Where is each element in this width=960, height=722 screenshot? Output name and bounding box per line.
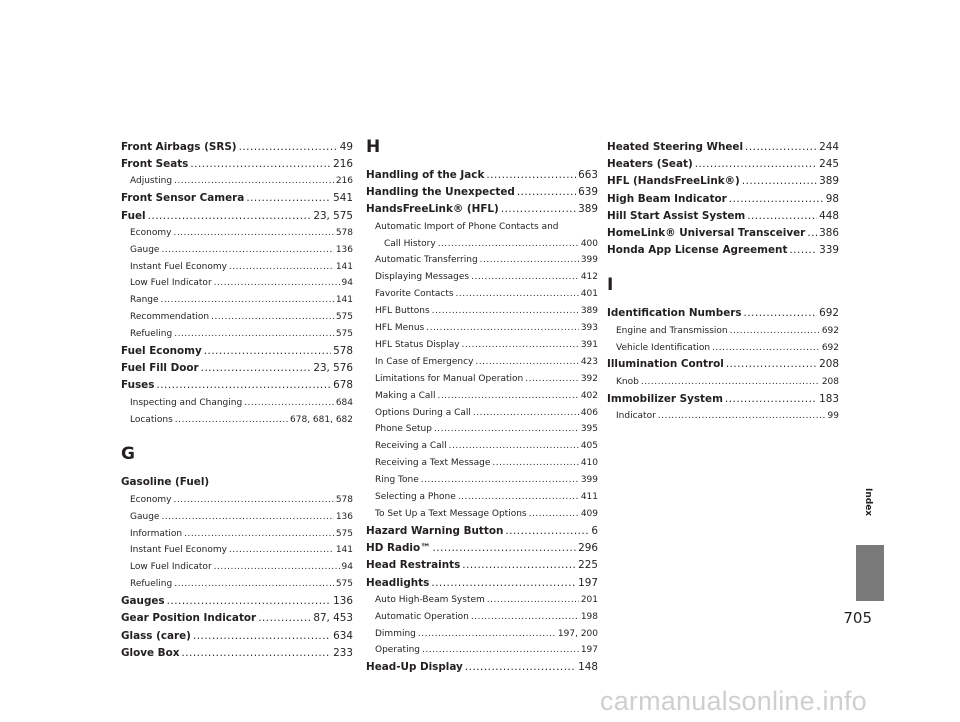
entry-label: Gear Position Indicator — [121, 612, 257, 625]
index-subentry-ring-tone[interactable] — [366, 472, 598, 489]
entry-page-reference[interactable]: 201 — [580, 594, 598, 605]
index-entry-head-up-display[interactable] — [366, 659, 598, 676]
entry-page-reference[interactable]: 198 — [580, 611, 598, 622]
entry-label: Handling the Unexpected — [366, 186, 515, 199]
dot-leader — [244, 395, 334, 412]
entry-label: Immobilizer System — [607, 392, 723, 405]
entry-label: HFL Status Display — [375, 339, 460, 350]
entry-label: Indicator — [616, 410, 656, 421]
index-entry-identification-numbers[interactable] — [607, 305, 839, 322]
entry-page-reference[interactable]: 386 — [819, 227, 839, 240]
entry-page-reference[interactable]: 400 — [580, 238, 598, 249]
entry-page-reference[interactable]: 23, 576 — [313, 362, 353, 375]
dot-leader — [517, 184, 576, 201]
dot-leader — [201, 360, 312, 377]
dot-leader — [229, 542, 334, 559]
entry-page-reference[interactable]: 208 — [821, 376, 839, 387]
index-subentry-gauge[interactable] — [121, 509, 353, 526]
entry-page-reference[interactable]: 575 — [335, 329, 353, 340]
entry-label: Options During a Call — [375, 407, 471, 418]
entry-page-reference[interactable]: 389 — [578, 203, 598, 216]
entry-label: HomeLink® Universal Transceiver — [607, 227, 806, 240]
index-entry-front-seats[interactable] — [121, 156, 353, 173]
dot-leader — [505, 523, 589, 540]
entry-label: Locations — [130, 414, 173, 425]
dot-leader — [807, 225, 817, 242]
entry-label: Illumination Control — [607, 358, 724, 371]
index-subentry-phone-setup[interactable] — [366, 421, 598, 438]
entry-page-reference[interactable]: 634 — [333, 629, 353, 642]
index-entry-hfl-handsfreelink[interactable] — [607, 173, 839, 190]
dot-leader — [641, 374, 820, 391]
index-subentry-instant-fuel-economy[interactable] — [121, 259, 353, 276]
index-subentry-economy[interactable] — [121, 492, 353, 509]
dot-leader — [480, 252, 579, 269]
entry-label: Automatic Import of Phone Contacts and — [375, 221, 559, 232]
entry-label: Auto High-Beam System — [375, 594, 485, 605]
entry-page-reference[interactable]: 245 — [819, 158, 839, 171]
entry-page-reference[interactable]: 575 — [335, 579, 353, 590]
entry-page-reference[interactable]: 395 — [580, 424, 598, 435]
dot-leader — [456, 286, 579, 303]
dot-leader — [742, 173, 817, 190]
dot-leader — [193, 628, 331, 645]
section-tab-label: Index — [863, 487, 873, 517]
index-entry-handling-the-unexpected[interactable] — [366, 184, 598, 201]
dot-leader — [426, 320, 579, 337]
entry-page-reference[interactable]: 197, 200 — [557, 628, 598, 639]
index-subentry-auto-high-beam-system[interactable] — [366, 592, 598, 609]
entry-page-reference[interactable]: 401 — [580, 289, 598, 300]
index-entry-headlights[interactable] — [366, 575, 598, 592]
dot-leader — [471, 609, 579, 626]
dot-leader — [462, 557, 576, 574]
entry-page-reference[interactable]: 389 — [819, 175, 839, 188]
entry-label: Range — [130, 295, 159, 306]
dot-leader — [431, 575, 576, 592]
dot-leader — [161, 509, 333, 526]
entry-page-reference[interactable]: 216 — [333, 158, 353, 171]
index-entry-gauges[interactable] — [121, 593, 353, 610]
entry-page-reference[interactable]: 423 — [580, 356, 598, 367]
entry-label: Headlights — [366, 576, 430, 589]
index-subentry-low-fuel-indicator[interactable] — [121, 275, 353, 292]
index-subentry-inspecting-and-changing[interactable] — [121, 395, 353, 412]
dot-leader — [475, 354, 578, 371]
dot-leader — [730, 323, 820, 340]
dot-leader — [529, 506, 579, 523]
index-entry-head-restraints[interactable] — [366, 557, 598, 574]
entry-page-reference[interactable]: 99 — [827, 410, 839, 421]
entry-label: Glass (care) — [121, 629, 191, 642]
entry-label: Identification Numbers — [607, 307, 742, 320]
index-subentry-options-during-a-call[interactable] — [366, 405, 598, 422]
entry-page-reference[interactable]: 136 — [333, 595, 353, 608]
entry-label: Automatic Operation — [375, 611, 469, 622]
entry-label: High Beam Indicator — [607, 192, 727, 205]
index-subentry-selecting-a-phone[interactable] — [366, 489, 598, 506]
entry-page-reference[interactable]: 578 — [335, 494, 353, 505]
index-subentry-favorite-contacts[interactable] — [366, 286, 598, 303]
entry-label: Engine and Transmission — [616, 325, 728, 336]
index-entry-immobilizer-system[interactable] — [607, 391, 839, 408]
dot-leader — [471, 269, 579, 286]
entry-label: Handling of the Jack — [366, 169, 485, 181]
entry-page-reference[interactable]: 197 — [578, 576, 598, 589]
index-entry-front-airbags-srs[interactable] — [121, 139, 353, 156]
entry-label: Front Seats — [121, 158, 189, 171]
entry-page-reference[interactable]: 692 — [819, 307, 839, 320]
index-entry-fuel-fill-door[interactable] — [121, 360, 353, 377]
entry-label: Instant Fuel Economy — [130, 261, 227, 272]
entry-label: HFL (HandsFreeLink®) — [607, 175, 740, 188]
index-subentry-receiving-a-call[interactable] — [366, 438, 598, 455]
entry-label: Receiving a Text Message — [375, 458, 491, 469]
entry-label: Selecting a Phone — [375, 492, 456, 503]
dot-leader — [214, 275, 340, 292]
dot-leader — [229, 259, 334, 276]
index-subentry-information[interactable] — [121, 526, 353, 543]
entry-label: Hazard Warning Button — [366, 524, 504, 537]
dot-leader — [174, 576, 334, 593]
entry-page-reference[interactable]: 392 — [580, 373, 598, 384]
entry-label: Ring Tone — [375, 475, 419, 486]
index-letter-heading: G — [121, 444, 135, 465]
entry-label: Gauge — [130, 511, 160, 522]
entry-page-reference[interactable]: 663 — [578, 169, 598, 181]
entry-page-reference[interactable]: 98 — [825, 192, 839, 205]
entry-page-reference[interactable]: 136 — [335, 244, 353, 255]
dot-leader — [437, 388, 578, 405]
entry-label: Receiving a Call — [375, 441, 447, 452]
index-subentry-refueling[interactable] — [121, 326, 353, 343]
entry-page-reference[interactable]: 405 — [580, 441, 598, 452]
index-subentry-hfl-status-display[interactable] — [366, 337, 598, 354]
dot-leader — [174, 173, 334, 190]
index-subentry-instant-fuel-economy[interactable] — [121, 542, 353, 559]
dot-leader — [658, 408, 826, 425]
dot-leader — [156, 377, 331, 394]
index-subentry-automatic-operation[interactable] — [366, 609, 598, 626]
dot-leader — [789, 242, 817, 259]
dot-leader — [173, 225, 333, 242]
index-entry-fuel[interactable] — [121, 208, 353, 225]
entry-page-reference[interactable]: 402 — [580, 390, 598, 401]
index-subentry-hfl-buttons[interactable] — [366, 303, 598, 320]
entry-label: Displaying Messages — [375, 272, 470, 283]
dot-leader — [422, 642, 579, 659]
page-number: 705 — [843, 609, 872, 627]
entry-label: In Case of Emergency — [375, 356, 474, 367]
entry-label: Recommendation — [130, 312, 210, 323]
index-subentry-low-fuel-indicator[interactable] — [121, 559, 353, 576]
dot-leader — [729, 191, 824, 208]
index-subentry-refueling[interactable] — [121, 576, 353, 593]
dot-leader — [421, 472, 579, 489]
index-subentry-gauge[interactable] — [121, 242, 353, 259]
entry-page-reference[interactable]: 225 — [578, 559, 598, 572]
index-letter-heading: H — [366, 137, 381, 157]
dot-leader — [204, 343, 331, 360]
entry-page-reference[interactable]: 141 — [335, 261, 353, 272]
entry-label: Operating — [375, 645, 420, 656]
entry-page-reference[interactable]: 23, 575 — [313, 209, 353, 222]
entry-label: Limitations for Manual Operation — [375, 373, 524, 384]
entry-page-reference[interactable]: 692 — [821, 342, 839, 353]
index-entry-front-sensor-camera[interactable] — [121, 190, 353, 207]
dot-leader — [486, 167, 576, 184]
index-entry-honda-app-license-agreement[interactable] — [607, 242, 839, 259]
entry-page-reference[interactable]: 208 — [819, 358, 839, 371]
entry-label: Vehicle Identification — [616, 342, 711, 353]
entry-page-reference[interactable]: 541 — [333, 192, 353, 205]
entry-page-reference[interactable]: 339 — [819, 244, 839, 257]
entry-page-reference[interactable]: 399 — [580, 475, 598, 486]
dot-leader — [214, 559, 340, 576]
index-subentry-recommendation[interactable] — [121, 309, 353, 326]
entry-page-reference[interactable]: 575 — [335, 312, 353, 323]
index-entry-fuel-economy[interactable] — [121, 343, 353, 360]
entry-label: Dimming — [375, 628, 416, 639]
entry-label: Adjusting — [130, 176, 173, 187]
dot-leader — [712, 340, 820, 357]
dot-leader — [449, 438, 579, 455]
index-subentry-automatic-import-of-phone-contacts-and[interactable] — [366, 219, 598, 236]
dot-leader — [487, 592, 579, 609]
entry-page-reference[interactable]: 411 — [580, 492, 598, 503]
index-entry-handling-of-the-jack[interactable] — [366, 167, 598, 184]
index-entry-glove-box[interactable] — [121, 645, 353, 662]
dot-leader — [181, 645, 331, 662]
entry-label: Low Fuel Indicator — [130, 278, 212, 289]
index-entry-glass-care[interactable] — [121, 628, 353, 645]
entry-label: HFL Buttons — [375, 306, 430, 317]
watermark-text: carmanualsonline.info — [600, 686, 867, 716]
index-subentry-economy[interactable] — [121, 225, 353, 242]
dot-leader — [418, 626, 556, 643]
entry-label: Gauge — [130, 244, 160, 255]
index-entry-gasoline-fuel[interactable] — [121, 474, 353, 491]
entry-label: Instant Fuel Economy — [130, 545, 227, 556]
index-subentry-dimming[interactable] — [366, 626, 598, 643]
index-subentry-displaying-messages[interactable] — [366, 269, 598, 286]
index-entry-illumination-control[interactable] — [607, 356, 839, 373]
entry-label: Gasoline (Fuel) — [121, 476, 210, 489]
entry-page-reference[interactable]: 141 — [335, 545, 353, 556]
index-subentry-range[interactable] — [121, 292, 353, 309]
index-entry-hazard-warning-button[interactable] — [366, 523, 598, 540]
entry-label: Head-Up Display — [366, 661, 463, 674]
index-subentry-operating[interactable] — [366, 642, 598, 659]
entry-page-reference[interactable]: 216 — [335, 176, 353, 187]
index-subentry-receiving-a-text-message[interactable] — [366, 455, 598, 472]
dot-leader — [432, 303, 579, 320]
entry-label: Knob — [616, 376, 639, 387]
dot-leader — [473, 405, 579, 422]
entry-label: Glove Box — [121, 646, 180, 659]
entry-page-reference[interactable]: 94 — [341, 562, 353, 573]
dot-leader — [190, 156, 331, 173]
entry-page-reference[interactable]: 692 — [821, 325, 839, 336]
index-subentry-in-case-of-emergency[interactable] — [366, 354, 598, 371]
entry-label: Heaters (Seat) — [607, 158, 693, 171]
dot-leader — [725, 391, 817, 408]
dot-leader — [726, 356, 817, 373]
index-letter-heading: I — [607, 275, 614, 296]
entry-label: Gauges — [121, 595, 165, 608]
index-entry-heaters-seat[interactable] — [607, 156, 839, 173]
entry-label: Honda App License Agreement — [607, 244, 788, 257]
entry-page-reference[interactable]: 136 — [335, 511, 353, 522]
index-entry-hill-start-assist-system[interactable] — [607, 208, 839, 225]
entry-label: Phone Setup — [375, 424, 432, 435]
index-column-1 — [121, 139, 353, 662]
dot-leader — [744, 305, 818, 322]
dot-leader — [148, 208, 312, 225]
index-subentry-locations[interactable] — [121, 412, 353, 429]
index-subentry-to-set-up-a-text-message-options[interactable] — [366, 506, 598, 523]
section-tab-marker — [856, 545, 884, 601]
dot-leader — [258, 610, 311, 627]
entry-label: Automatic Transferring — [375, 255, 478, 266]
entry-label: Head Restraints — [366, 559, 461, 572]
dot-leader — [161, 292, 334, 309]
entry-label: Economy — [130, 227, 172, 238]
index-entry-gear-position-indicator[interactable] — [121, 610, 353, 627]
dot-leader — [173, 492, 333, 509]
entry-page-reference[interactable]: 410 — [580, 458, 598, 469]
index-subentry-indicator[interactable] — [607, 408, 839, 425]
entry-page-reference[interactable]: 6 — [591, 524, 598, 537]
index-entry-hd-radio[interactable] — [366, 540, 598, 557]
entry-label: To Set Up a Text Message Options — [375, 509, 527, 520]
dot-leader — [434, 421, 579, 438]
entry-label: Information — [130, 528, 183, 539]
entry-page-reference[interactable]: 49 — [339, 141, 353, 153]
index-subentry-adjusting[interactable] — [121, 173, 353, 190]
entry-page-reference[interactable]: 409 — [580, 509, 598, 520]
entry-page-reference[interactable]: 578 — [335, 227, 353, 238]
entry-label: Call History — [384, 238, 436, 249]
entry-page-reference[interactable]: 148 — [578, 661, 598, 674]
entry-label: HandsFreeLink® (HFL) — [366, 203, 499, 216]
entry-label: Making a Call — [375, 390, 436, 401]
entry-page-reference[interactable]: 393 — [580, 323, 598, 334]
dot-leader — [525, 371, 579, 388]
entry-label: Fuel Economy — [121, 345, 202, 358]
entry-page-reference[interactable]: 197 — [580, 645, 598, 656]
entry-label: Favorite Contacts — [375, 289, 454, 300]
dot-leader — [501, 201, 576, 218]
dot-leader — [239, 139, 338, 156]
index-subentry-making-a-call[interactable] — [366, 388, 598, 405]
entry-label: Hill Start Assist System — [607, 209, 746, 222]
dot-leader — [438, 236, 579, 253]
entry-label: HFL Menus — [375, 323, 425, 334]
dot-leader — [432, 540, 576, 557]
entry-page-reference[interactable]: 678, 681, 682 — [290, 414, 353, 425]
dot-leader — [745, 139, 817, 156]
entry-label: Fuel — [121, 209, 146, 222]
index-subentry-limitations-for-manual-operation[interactable] — [366, 371, 598, 388]
index-entry-homelink-universal-transceiver[interactable] — [607, 225, 839, 242]
index-subentry-engine-and-transmission[interactable] — [607, 323, 839, 340]
index-subentry-automatic-transferring[interactable] — [366, 252, 598, 269]
index-subentry-hfl-menus[interactable] — [366, 320, 598, 337]
entry-page-reference[interactable]: 412 — [580, 272, 598, 283]
dot-leader — [174, 326, 334, 343]
dot-leader — [458, 489, 579, 506]
index-entry-high-beam-indicator[interactable] — [607, 191, 839, 208]
entry-label: Front Airbags (SRS) — [121, 141, 237, 153]
dot-leader — [492, 455, 578, 472]
index-column-2 — [366, 139, 598, 677]
index-subentry-call-history[interactable] — [366, 236, 598, 253]
entry-page-reference[interactable]: 399 — [580, 255, 598, 266]
entry-page-reference[interactable]: 684 — [335, 397, 353, 408]
index-entry-heated-steering-wheel[interactable] — [607, 139, 839, 156]
entry-page-reference[interactable]: 391 — [580, 339, 598, 350]
entry-label: Fuel Fill Door — [121, 362, 199, 375]
dot-leader — [462, 337, 579, 354]
dot-leader — [465, 659, 576, 676]
dot-leader — [211, 309, 334, 326]
dot-leader — [246, 190, 331, 207]
entry-label: Economy — [130, 494, 172, 505]
entry-page-reference[interactable]: 678 — [333, 379, 353, 392]
index-column-3 — [607, 139, 839, 425]
entry-page-reference[interactable]: 141 — [335, 295, 353, 306]
entry-page-reference[interactable]: 406 — [580, 407, 598, 418]
entry-page-reference[interactable]: 578 — [333, 345, 353, 358]
entry-label: Front Sensor Camera — [121, 192, 245, 205]
entry-page-reference[interactable]: 233 — [333, 646, 353, 659]
entry-label: Low Fuel Indicator — [130, 562, 212, 573]
dot-leader — [747, 208, 817, 225]
entry-page-reference[interactable]: 94 — [341, 278, 353, 289]
entry-page-reference[interactable]: 575 — [335, 528, 353, 539]
entry-label: Fuses — [121, 379, 155, 392]
entry-label: Refueling — [130, 329, 173, 340]
dot-leader — [167, 593, 332, 610]
entry-label: HD Radio™ — [366, 542, 431, 555]
index-subentry-knob[interactable] — [607, 374, 839, 391]
entry-label: Refueling — [130, 579, 173, 590]
dot-leader — [175, 412, 288, 429]
entry-page-reference[interactable]: 244 — [819, 141, 839, 153]
entry-page-reference[interactable]: 448 — [819, 209, 839, 222]
entry-page-reference[interactable]: 389 — [580, 306, 598, 317]
entry-label: Heated Steering Wheel — [607, 141, 744, 153]
index-entry-fuses[interactable] — [121, 377, 353, 394]
dot-leader — [695, 156, 817, 173]
entry-page-reference[interactable]: 183 — [819, 392, 839, 405]
dot-leader — [184, 526, 334, 543]
entry-page-reference[interactable]: 296 — [578, 542, 598, 555]
entry-page-reference[interactable]: 639 — [578, 186, 598, 199]
entry-page-reference[interactable]: 87, 453 — [313, 612, 353, 625]
dot-leader — [161, 242, 333, 259]
index-subentry-vehicle-identification[interactable] — [607, 340, 839, 357]
entry-label: Inspecting and Changing — [130, 397, 243, 408]
index-entry-handsfreelink-hfl[interactable] — [366, 201, 598, 218]
